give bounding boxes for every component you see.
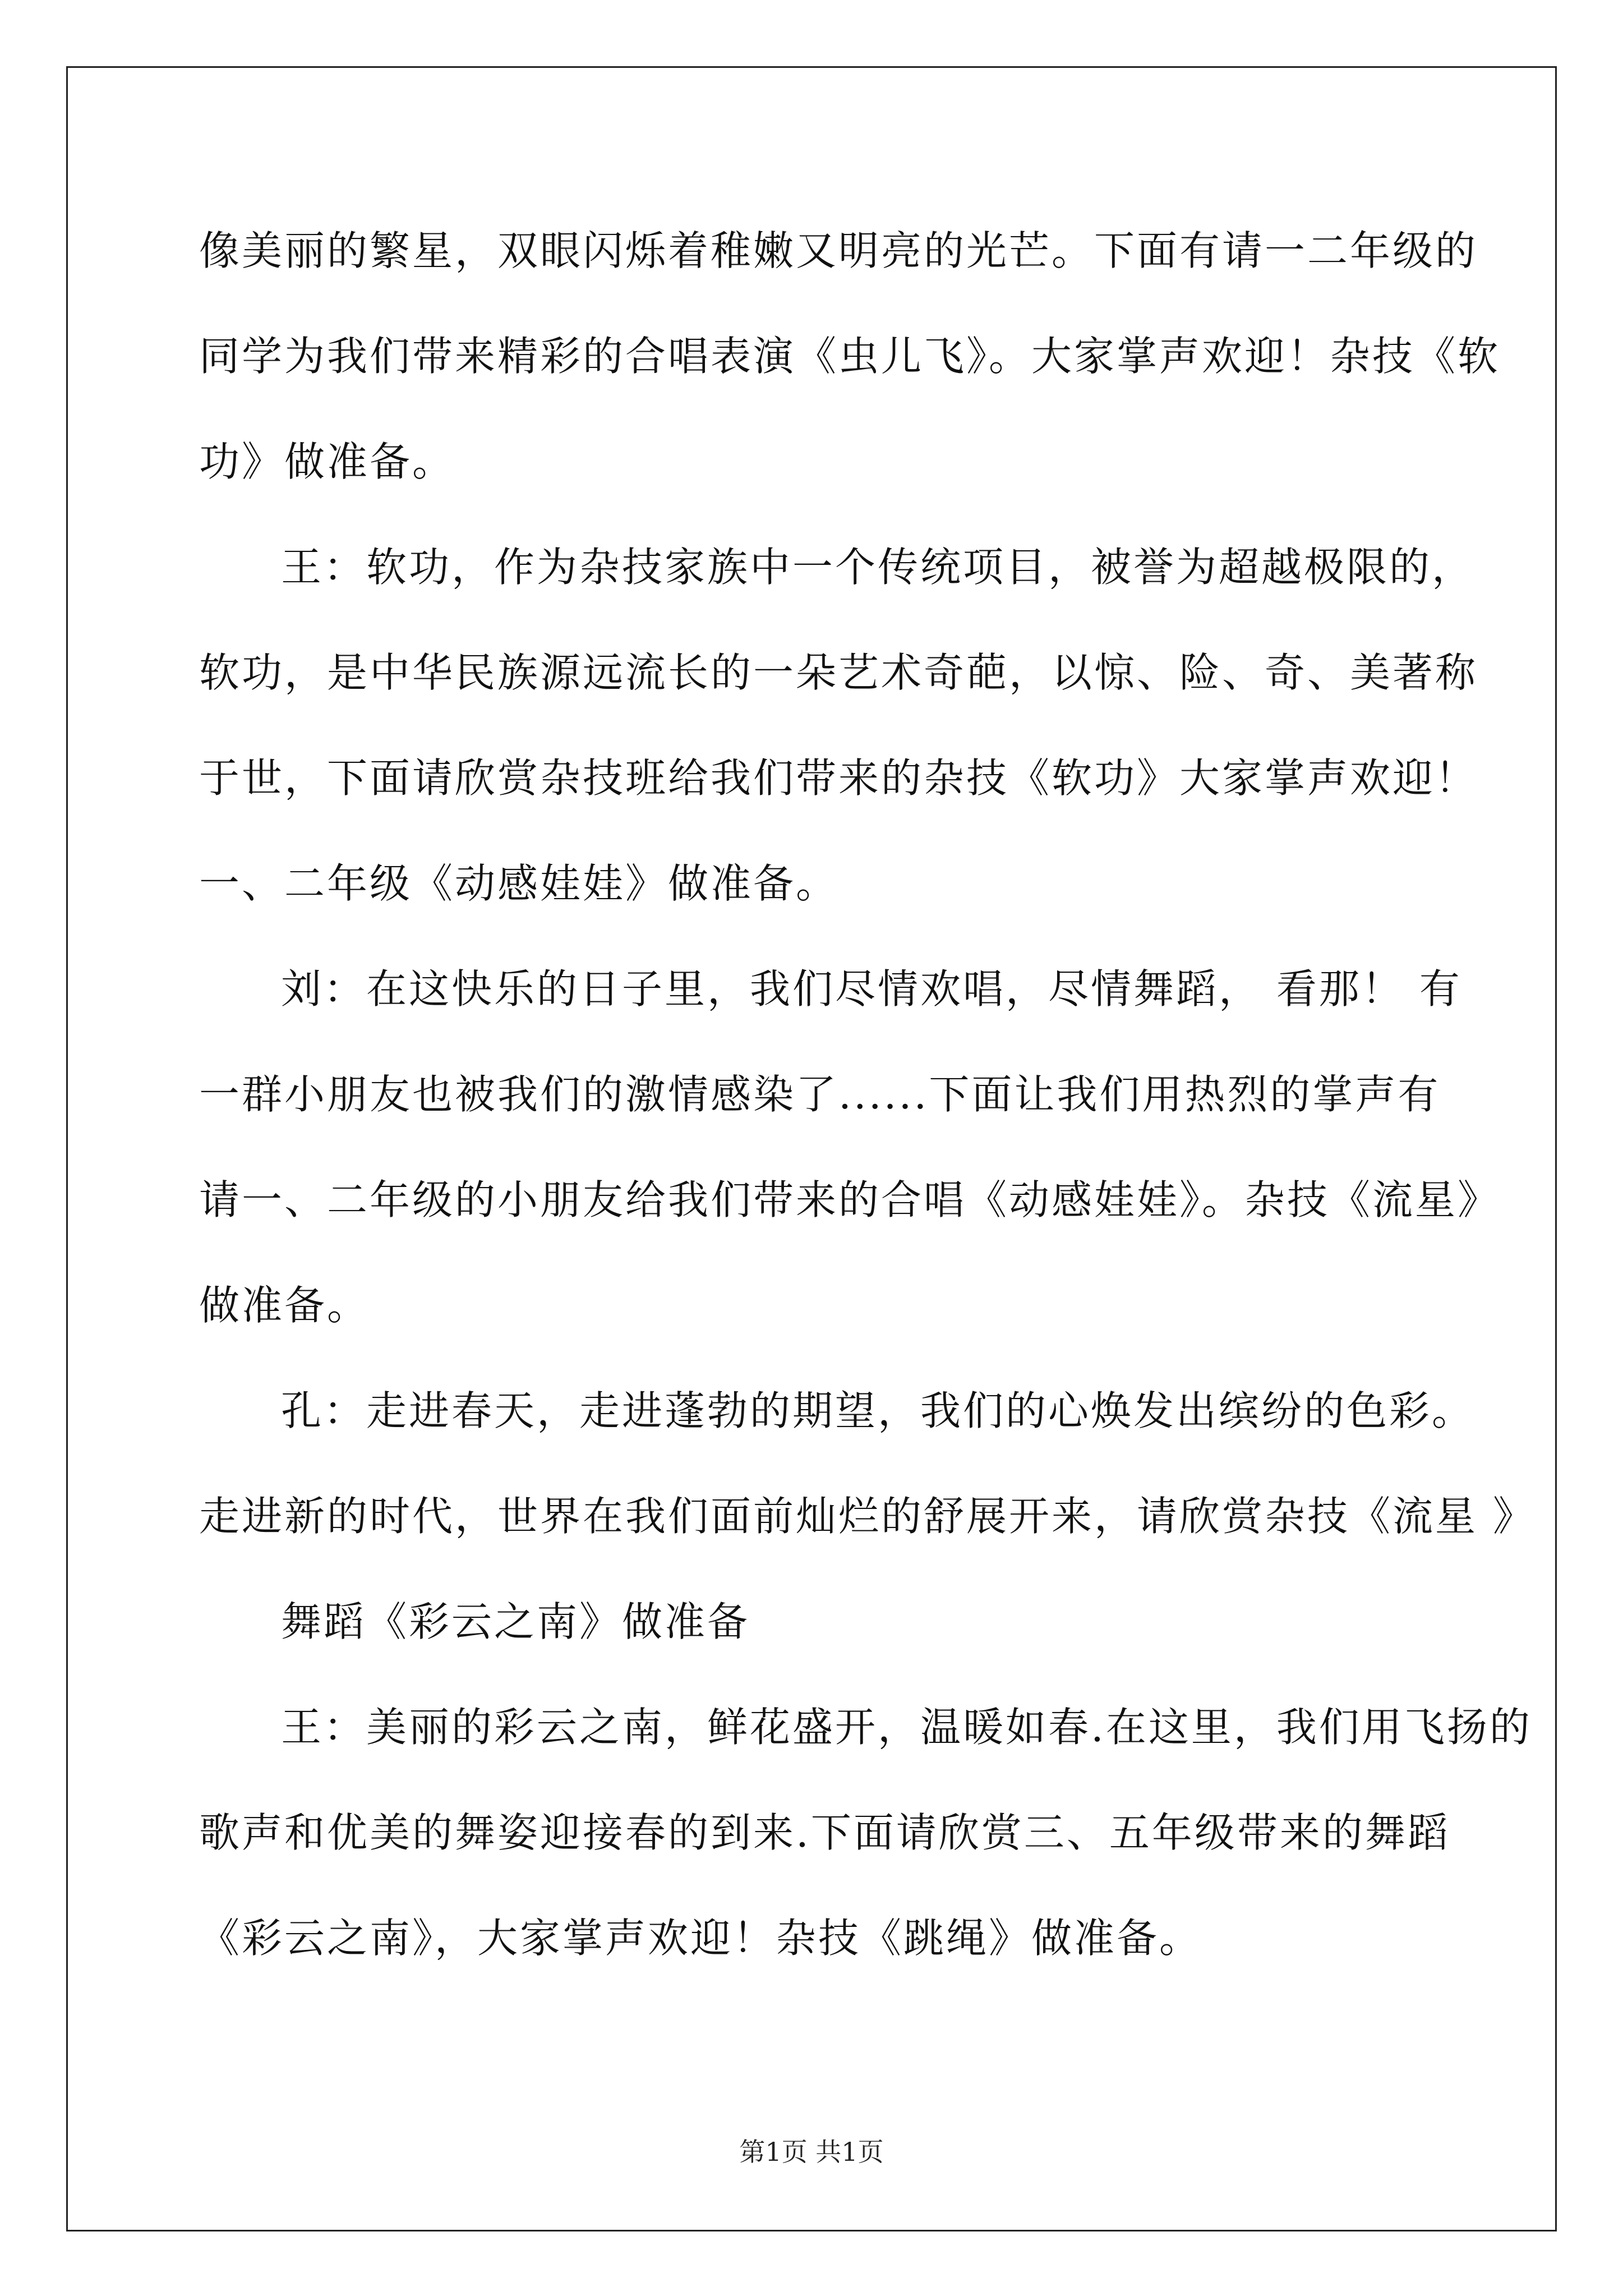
page-number-footer: 第1页 共1页: [739, 2137, 884, 2167]
paragraph-start-line: 王：软功，作为杂技家族中一个传统项目，被誉为超越极限的，: [281, 544, 1475, 591]
text-line: 于世，下面请欣赏杂技班给我们带来的杂技《软功》大家掌声欢迎！: [199, 754, 1478, 802]
paragraph-start-line: 王：美丽的彩云之南，鲜花盛开，温暖如春.在这里，我们用飞扬的: [281, 1704, 1532, 1751]
text-line: 功》做准备。: [199, 438, 455, 485]
text-line: 做准备。: [199, 1282, 370, 1329]
text-line: 软功，是中华民族源远流长的一朵艺术奇葩，以惊、险、奇、美著称: [199, 649, 1478, 696]
text-line: 一、二年级《动感娃娃》做准备。: [199, 860, 839, 907]
document-body: [199, 209, 1536, 2001]
text-line: 请一、二年级的小朋友给我们带来的合唱《动感娃娃》。杂技《流星》: [199, 1176, 1501, 1223]
text-line: 歌声和优美的舞姿迎接春的到来.下面请欣赏三、五年级带来的舞蹈: [199, 1809, 1450, 1856]
paragraph-start-line: 刘：在这快乐的日子里，我们尽情欢唱，尽情舞蹈， 看那！ 有: [281, 965, 1462, 1013]
text-line: 《彩云之南》，大家掌声欢迎！杂技《跳绳》做准备。: [199, 1915, 1202, 1962]
text-line: 走进新的时代，世界在我们面前灿烂的舒展开来，请欣赏杂技《流星 》: [199, 1493, 1536, 1540]
paragraph-start-line: 舞蹈《彩云之南》做准备: [281, 1598, 750, 1645]
text-line: 像美丽的繁星，双眼闪烁着稚嫩又明亮的光芒。下面有请一二年级的: [199, 227, 1478, 274]
text-line: 同学为我们带来精彩的合唱表演《虫儿飞》。大家掌声欢迎！杂技《软: [199, 333, 1501, 380]
text-line: 一群小朋友也被我们的激情感染了......下面让我们用热烈的掌声有: [199, 1071, 1441, 1118]
paragraph-start-line: 孔：走进春天，走进蓬勃的期望，我们的心焕发出缤纷的色彩。: [281, 1387, 1475, 1434]
